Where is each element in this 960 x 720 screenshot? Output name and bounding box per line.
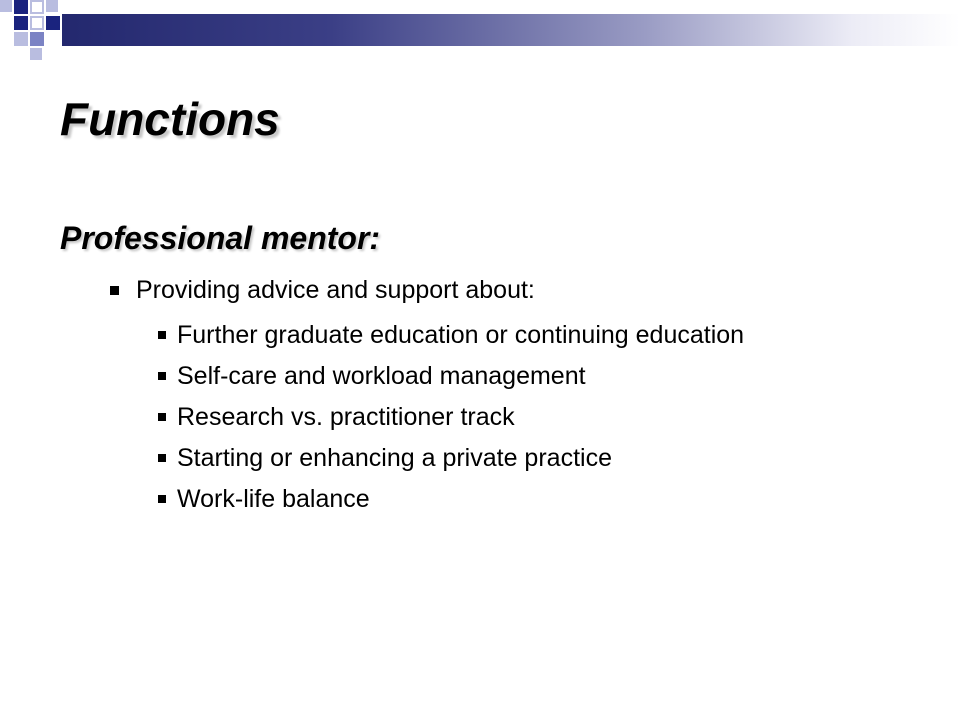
decor-square xyxy=(14,16,28,30)
list-item-text: Work-life balance xyxy=(177,485,370,513)
header-gradient-bar xyxy=(62,14,960,46)
square-bullet-icon xyxy=(158,413,166,421)
list-item xyxy=(158,400,878,434)
slide-subtitle: Professional mentor: xyxy=(60,220,381,256)
square-bullet-icon xyxy=(110,286,119,295)
list-item xyxy=(158,359,878,393)
decor-square xyxy=(30,16,44,30)
list-item-text: Starting or enhancing a private practice xyxy=(177,444,612,472)
main-bullet-text: Providing advice and support about: xyxy=(136,276,535,304)
list-item-text: Self-care and workload management xyxy=(177,362,586,390)
square-bullet-icon xyxy=(158,372,166,380)
decor-square xyxy=(14,0,28,14)
decor-square xyxy=(30,32,44,46)
square-bullet-icon xyxy=(158,331,166,339)
square-bullet-icon xyxy=(158,454,166,462)
list-item xyxy=(158,441,878,475)
square-bullet-icon xyxy=(158,495,166,503)
list-item-text: Research vs. practitioner track xyxy=(177,403,515,431)
sub-bullet-list xyxy=(158,318,878,523)
list-item xyxy=(158,482,878,516)
decor-square xyxy=(0,0,12,12)
decor-square xyxy=(30,0,44,14)
list-item xyxy=(158,318,878,352)
decor-square xyxy=(46,0,58,12)
list-item-text: Further graduate education or continuing education xyxy=(177,321,745,349)
decor-square xyxy=(46,16,60,30)
main-bullet xyxy=(110,276,535,305)
decor-square xyxy=(14,32,28,46)
decor-square xyxy=(30,48,42,60)
slide-title: Functions xyxy=(60,93,280,145)
